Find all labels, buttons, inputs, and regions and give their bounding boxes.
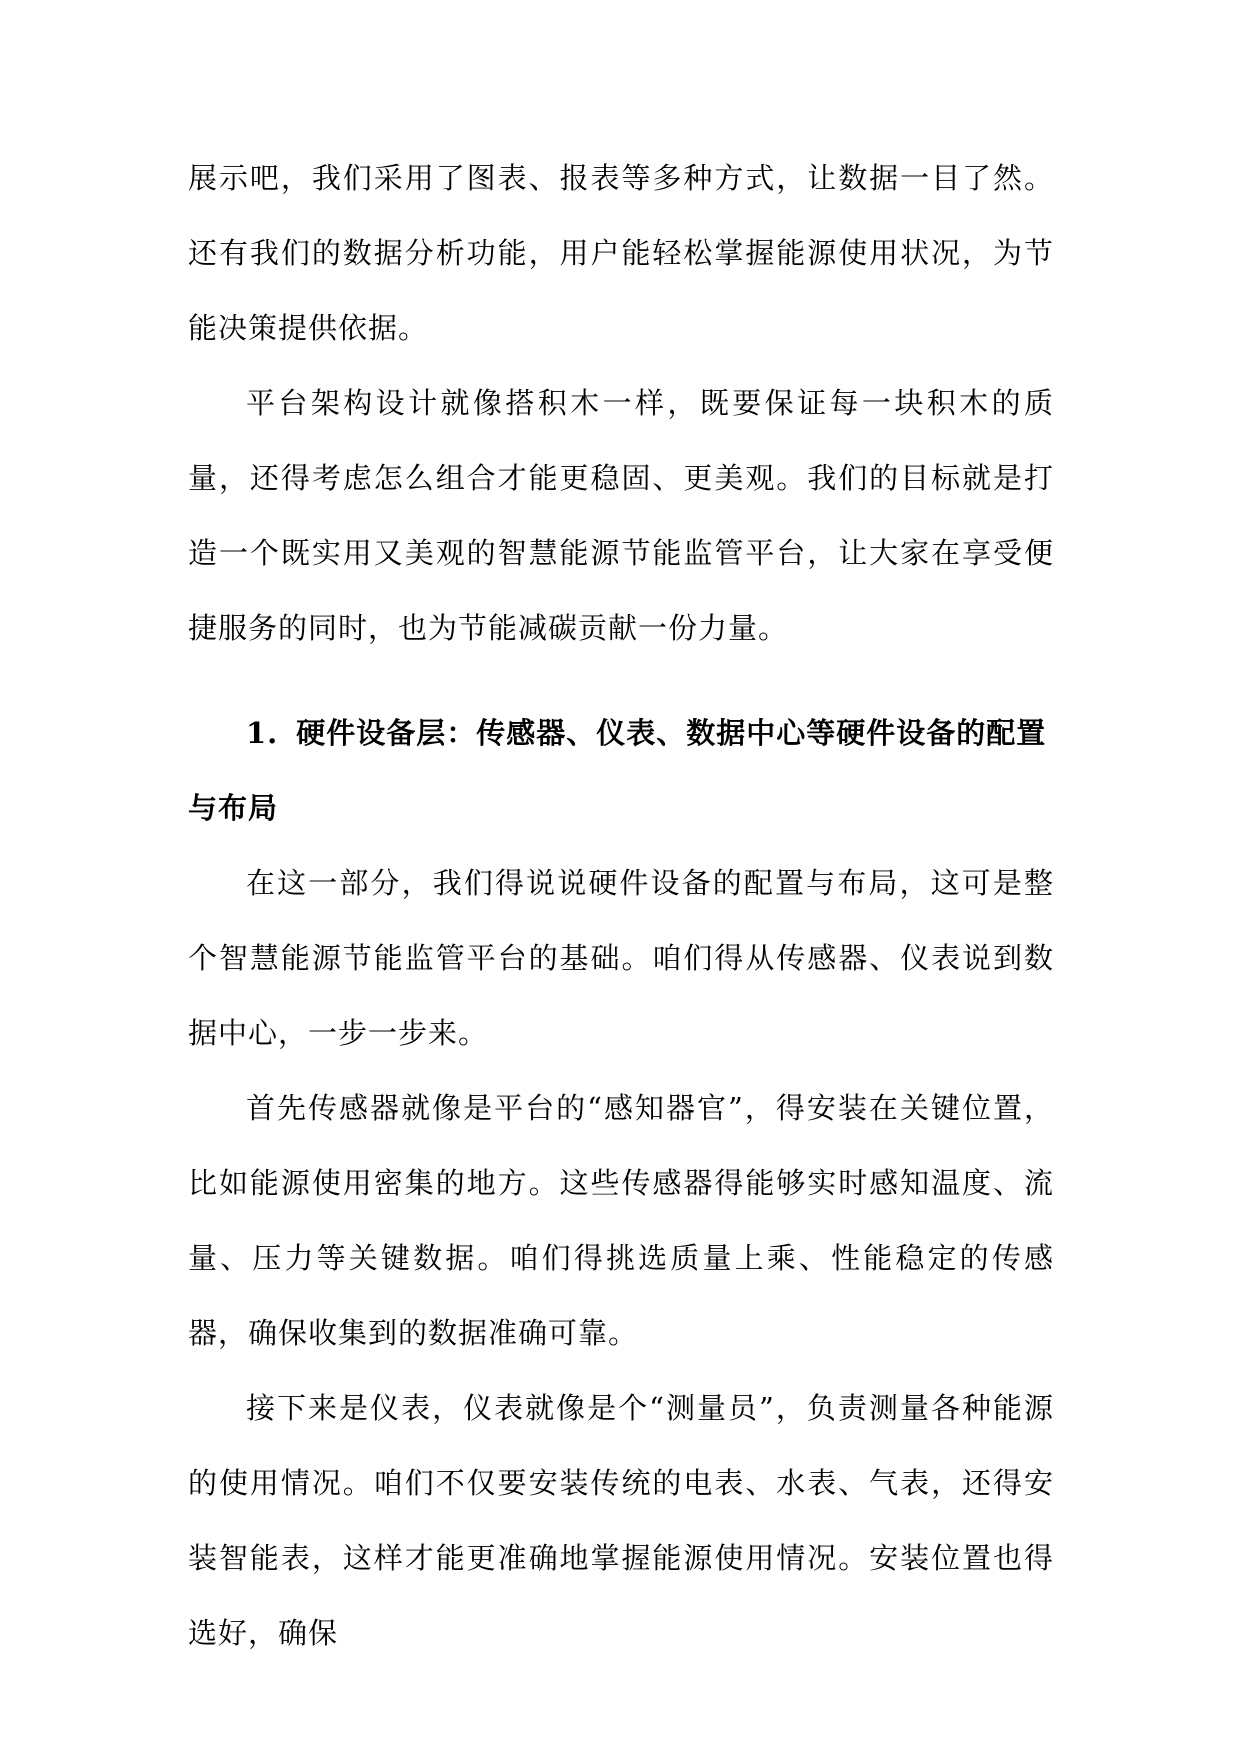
- section-heading: [188, 696, 1054, 846]
- document-body: [188, 141, 1054, 1671]
- paragraph-continuation: 展示吧，我们采用了图表、报表等多种方式，让数据一目了然。还有我们的数据分析功能，用户能轻松掌握能源使用状况，为节能决策提供依据。: [188, 161, 1054, 345]
- paragraph-sensors: 首先传感器就像是平台的“感知器官”，得安装在关键位置，比如能源使用密集的地方。这些传感器得能够实时感知温度、流量、压力等关键数据。咱们得挑选质量上乘、性能稳定的传感器，确保收集到的数据准确可靠。: [188, 1091, 1054, 1350]
- paragraph-hardware-intro: 在这一部分，我们得说说硬件设备的配置与布局，这可是整个智慧能源节能监管平台的基础。咱们得从传感器、仪表说到数据中心，一步一步来。: [188, 866, 1054, 1050]
- paragraph-meters: 接下来是仪表，仪表就像是个“测量员”，负责测量各种能源的使用情况。咱们不仅要安装传统的电表、水表、气表，还得安装智能表，这样才能更准确地掌握能源使用情况。安装位置也得选好，确保: [188, 1391, 1054, 1650]
- section-heading-text: 硬件设备层：传感器、仪表、数据中心等硬件设备的配置与布局: [188, 716, 1047, 825]
- paragraph-architecture-summary: 平台架构设计就像搭积木一样，既要保证每一块积木的质量，还得考虑怎么组合才能更稳固、更美观。我们的目标就是打造一个既实用又美观的智慧能源节能监管平台，让大家在享受便捷服务的同时，也为节能减碳贡献一份力量。: [188, 386, 1054, 645]
- section-heading-number: 1.: [246, 716, 279, 750]
